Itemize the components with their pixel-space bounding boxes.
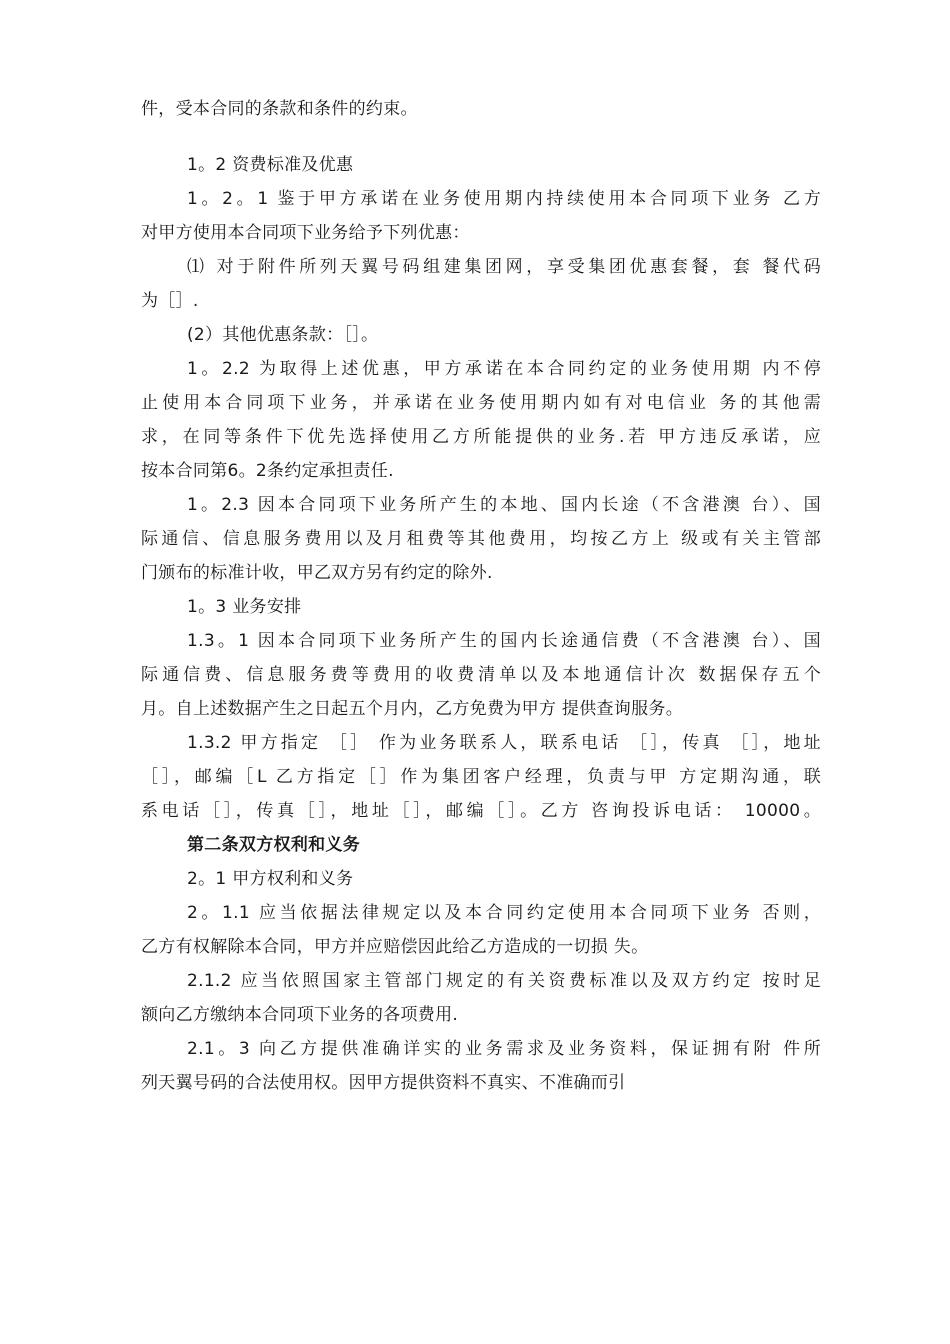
text-line: ⑴ 对于附件所列天翼号码组建集团网，享受集团优惠套餐，套 餐代码 <box>187 257 821 277</box>
text-line: 列天翼号码的合法使用权。因甲方提供资料不真实、不准确而引 <box>141 1073 626 1093</box>
article-heading: 第二条双方权利和义务 <box>187 835 360 855</box>
text-line: 2。1.1 应当依据法律规定以及本合同约定使用本合同项下业务 否则， <box>187 903 821 923</box>
text-line: 2.1.2 应当依照国家主管部门规定的有关资费标准以及双方约定 按时足 <box>187 971 821 991</box>
text-line: 件，受本合同的条款和条件的约束。 <box>141 99 418 119</box>
text-line: 2.1。3 向乙方提供准确详实的业务需求及业务资料，保证拥有附 件所 <box>187 1039 821 1059</box>
text-line: 求，在同等条件下优先选择使用乙方所能提供的业务.若 甲方违反承诺，应 <box>141 427 821 447</box>
section-heading: 1。2 资费标准及优惠 <box>187 155 354 175</box>
paragraph-gap <box>141 126 821 148</box>
text-line: 1.3。1 因本合同项下业务所产生的国内长途通信费（不含港澳 台）、国 <box>187 631 821 651</box>
text-line: 月。自上述数据产生之日起五个月内，乙方免费为甲方 提供查询服务。 <box>141 699 684 719</box>
text-line: 1。2.3 因本合同项下业务所产生的本地、国内长途（不含港澳 台）、国 <box>187 495 821 515</box>
text-line: 为［］. <box>141 291 199 311</box>
text-line: 系电话［］，传真［］，地址［］，邮编［］。乙方 咨询投诉电话： 10000。 <box>141 801 821 821</box>
text-line: 1.3.2 甲方指定 ［］ 作为业务联系人，联系电话 ［］，传真 ［］，地址 <box>187 733 821 753</box>
document-page <box>141 92 821 1100</box>
section-heading: 1。3 业务安排 <box>187 597 302 617</box>
text-line: 止使用本合同项下业务，并承诺在业务使用期内如有对电信业 务的其他需 <box>141 393 821 413</box>
text-line: 际通信、信息服务费用以及月租费等其他费用，均按乙方上 级或有关主管部 <box>141 529 821 549</box>
text-line: (2）其他优惠条款：［］。 <box>187 325 379 345</box>
text-line: ［］，邮编［L 乙方指定［］作为集团客户经理，负责与甲 方定期沟通，联 <box>141 767 821 787</box>
text-line: 际通信费、信息服务费等费用的收费清单以及本地通信计次 数据保存五个 <box>141 665 821 685</box>
text-line: 对甲方使用本合同项下业务给予下列优惠： <box>141 223 470 243</box>
text-line: 按本合同第6。2条约定承担责任. <box>141 461 394 481</box>
text-line: 门颁布的标准计收，甲乙双方另有约定的除外. <box>141 563 493 583</box>
text-line: 1。2.2 为取得上述优惠，甲方承诺在本合同约定的业务使用期 内不停 <box>187 359 821 379</box>
text-line: 1。2。1 鉴于甲方承诺在业务使用期内持续使用本合同项下业务 乙方 <box>187 189 821 209</box>
section-heading: 2。1 甲方权利和义务 <box>187 869 354 889</box>
text-line: 乙方有权解除本合同，甲方并应赔偿因此给乙方造成的一切损 失。 <box>141 937 649 957</box>
text-line: 额向乙方缴纳本合同项下业务的各项费用. <box>141 1005 459 1025</box>
